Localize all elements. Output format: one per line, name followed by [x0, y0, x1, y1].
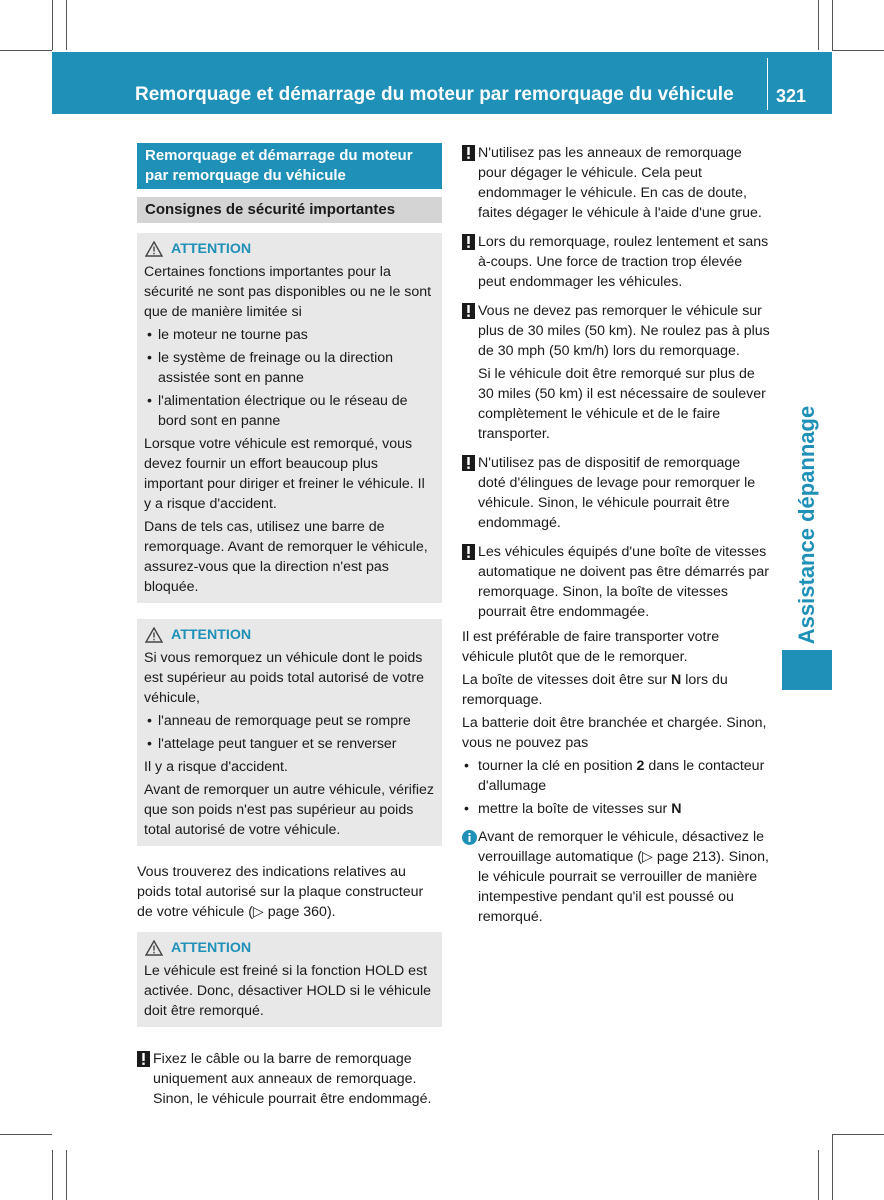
- warning-text: Dans de tels cas, utilisez une barre de remorquage. Avant de remorquer le véhicule, assurez-vous que la direction n'est pas bloquée.: [144, 519, 428, 595]
- text-run: dans le contacteur d'allumage: [478, 758, 765, 794]
- subsection-title: Consignes de sécurité importantes: [137, 197, 442, 223]
- gear-position: N: [671, 801, 682, 817]
- warning-text: Le véhicule est freiné si la fonction HOLD est activée. Donc, désactiver HOLD si le véhicule doit être remorqué.: [144, 963, 432, 1019]
- warning-box: [137, 619, 442, 846]
- exclamation-icon: [462, 455, 475, 471]
- caution-note: [462, 453, 770, 533]
- warning-triangle-icon: [145, 241, 163, 257]
- info-note: [462, 827, 770, 927]
- side-tab-marker: [782, 650, 832, 690]
- note-text: Les véhicules équipés d'une boîte de vitesses automatique ne doivent pas être démarrés par remorquage. Sinon, la boîte de vitesses pourrait être endommagée.: [478, 544, 770, 620]
- body-paragraph: [462, 670, 770, 710]
- body-paragraph: Il est préférable de faire transporter votre véhicule plutôt que de le remorquer.: [462, 629, 720, 665]
- note-text: Vous ne devez pas remorquer le véhicule sur plus de 30 miles (50 km). Ne roulez pas à plus de 30 mph (50 km/h) lors du remorquage.: [478, 303, 770, 359]
- body-paragraph: Vous trouverez des indications relatives au poids total autorisé sur la plaque constructeur de votre véhicule (▷ page 360).: [137, 864, 424, 920]
- text-run: lors du remorquage.: [462, 672, 728, 708]
- text-run: mettre la boîte de vitesses sur: [478, 801, 672, 817]
- list-item: [462, 799, 770, 819]
- info-text: Avant de remorquer le véhicule, désactivez le verrouillage automatique (▷ page 213). Sinon, le véhicule pourrait se verrouiller de manière intempestive pendant qu'il est poussé ou remorqué.: [478, 829, 769, 925]
- warning-text: Si vous remorquez un véhicule dont le poids est supérieur au poids total autorisé de votre véhicule,: [144, 650, 424, 706]
- crop-mark: [818, 1150, 819, 1200]
- warning-heading-text: ATTENTION: [171, 241, 252, 257]
- crop-mark: [66, 1150, 67, 1200]
- text-run: tourner la clé en position: [478, 758, 637, 774]
- left-column: [137, 143, 442, 1118]
- key-position: 2: [636, 758, 645, 774]
- crop-mark: [832, 1134, 833, 1200]
- crop-mark: [0, 1134, 52, 1135]
- warning-heading-text: ATTENTION: [171, 940, 252, 956]
- page-number: 321: [776, 86, 807, 106]
- caution-note: [137, 1049, 442, 1109]
- body-paragraph: La batterie doit être branchée et chargée. Sinon, vous ne pouvez pas: [462, 715, 767, 751]
- side-tab-label: Assistance dépannage: [794, 405, 819, 645]
- exclamation-icon: [462, 145, 475, 161]
- list-item: • le moteur ne tourne pas: [144, 325, 435, 345]
- warning-heading: [144, 239, 435, 259]
- warning-box: [137, 932, 442, 1027]
- caution-note: [462, 232, 770, 292]
- list-item: [462, 756, 770, 796]
- warning-text: Il y a risque d'accident.: [144, 759, 288, 775]
- warning-text: Certaines fonctions importantes pour la sécurité ne sont pas disponibles ou ne le sont que de manière limitée si: [144, 264, 432, 320]
- note-text: N'utilisez pas les anneaux de remorquage pour dégager le véhicule. Cela peut endommager le véhicule. En cas de doute, faites dégager le véhicule à l'aide d'une grue.: [478, 145, 762, 221]
- caution-note: [462, 542, 770, 622]
- note-text: N'utilisez pas de dispositif de remorquage doté d'élingues de levage pour remorquer le véhicule. Sinon, le véhicule pourrait être endommagé.: [478, 455, 756, 531]
- list-item: • le système de freinage ou la direction assistée sont en panne: [144, 348, 435, 388]
- crop-mark: [818, 0, 819, 50]
- header-divider: [767, 58, 768, 110]
- warning-box: [137, 233, 442, 603]
- exclamation-icon: [462, 544, 475, 560]
- crop-mark: [66, 0, 67, 50]
- page-title: Remorquage et démarrage du moteur par remorquage du véhicule: [135, 84, 734, 105]
- note-text: Lors du remorquage, roulez lentement et sans à-coups. Une force de traction trop élevée peut endommager les véhicules.: [478, 234, 769, 290]
- list-item: • l'anneau de remorquage peut se rompre: [144, 711, 435, 731]
- list-item: • l'alimentation électrique ou le réseau de bord sont en panne: [144, 391, 435, 431]
- exclamation-icon: [462, 303, 475, 319]
- warning-triangle-icon: [145, 940, 163, 956]
- text-run: La boîte de vitesses doit être sur: [462, 672, 671, 688]
- info-icon: [462, 830, 477, 845]
- gear-position: N: [671, 672, 682, 688]
- warning-triangle-icon: [145, 627, 163, 643]
- crop-mark: [832, 1134, 884, 1135]
- exclamation-icon: [462, 234, 475, 250]
- note-text: Fixez le câble ou la barre de remorquage uniquement aux anneaux de remorquage. Sinon, le véhicule pourrait être endommagé.: [153, 1051, 432, 1107]
- warning-heading-text: ATTENTION: [171, 627, 252, 643]
- right-column: [462, 143, 770, 936]
- warning-heading: [144, 938, 435, 958]
- crop-mark: [52, 1150, 53, 1200]
- list-item: • l'attelage peut tanguer et se renverser: [144, 734, 435, 754]
- crop-mark: [52, 0, 53, 50]
- crop-mark: [832, 0, 833, 50]
- section-title: Remorquage et démarrage du moteur par remorquage du véhicule: [137, 143, 442, 189]
- crop-mark: [0, 50, 52, 51]
- caution-note: [462, 301, 770, 444]
- warning-heading: [144, 625, 435, 645]
- warning-text: Avant de remorquer un autre véhicule, vérifiez que son poids n'est pas supérieur au poids total autorisé de votre véhicule.: [144, 782, 434, 838]
- caution-note: [462, 143, 770, 223]
- warning-text: Lorsque votre véhicule est remorqué, vous devez fournir un effort beaucoup plus important pour diriger et freiner le véhicule. Il y a risque d'accident.: [144, 436, 425, 512]
- note-text-continued: Si le véhicule doit être remorqué sur plus de 30 miles (50 km) il est nécessaire de soulever complètement le véhicule et de le faire transporter.: [478, 366, 766, 442]
- exclamation-icon: [137, 1051, 150, 1067]
- crop-mark: [832, 50, 884, 51]
